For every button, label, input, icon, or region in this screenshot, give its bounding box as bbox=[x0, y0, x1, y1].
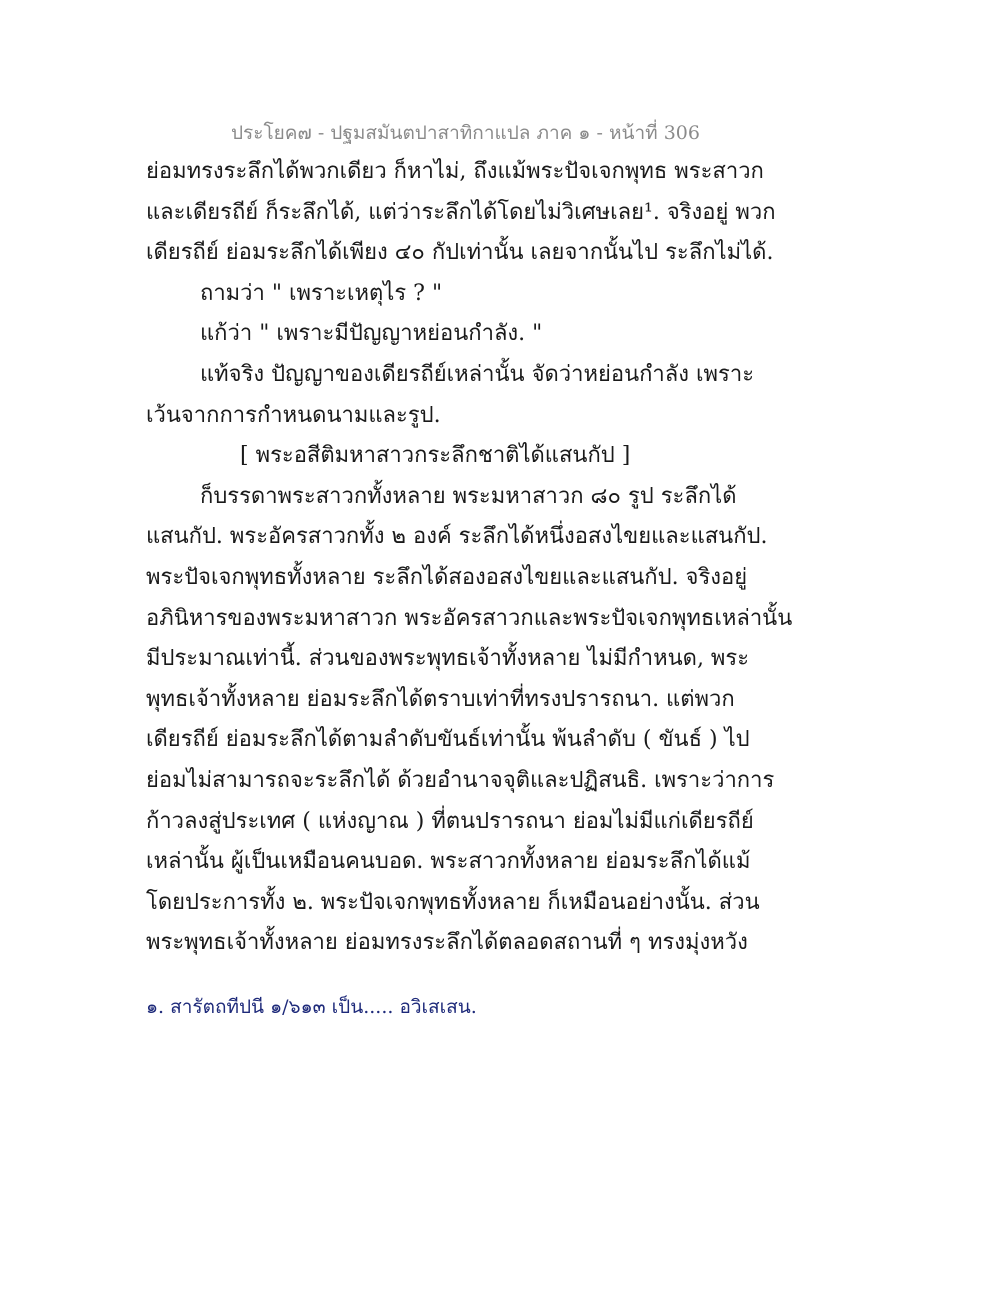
text-line: ย่อมไม่สามารถจะระลึกได้ ด้วยอำนาจจุติและปฏิสนธิ. เพราะว่าการ bbox=[146, 767, 775, 793]
text-line: เว้นจากการกำหนดนามและรูป. bbox=[146, 402, 441, 428]
text-line: เหล่านั้น ผู้เป็นเหมือนคนบอด. พระสาวกทั้งหลาย ย่อมระลึกได้แม้ bbox=[146, 849, 751, 875]
text-line: ย่อมทรงระลึกได้พวกเดียว ก็หาไม่, ถึงแม้พระปัจเจกพุทธ พระสาวก bbox=[146, 159, 764, 184]
text-line: พระพุทธเจ้าทั้งหลาย ย่อมทรงระลึกได้ตลอดสถานที่ ๆ ทรงมุ่งหวัง bbox=[146, 930, 748, 956]
page-header: ประโยค๗ - ปฐมสมันตปาสาทิกาแปล ภาค ๑ - หน้าที่ 306 bbox=[230, 122, 700, 144]
text-line: แสนกัป. พระอัครสาวกทั้ง ๒ องค์ ระลึกได้หนึ่งอสงไขยและแสนกัป. bbox=[146, 524, 768, 550]
text-line: โดยประการทั้ง ๒. พระปัจเจกพุทธทั้งหลาย ก็เหมือนอย่างนั้น. ส่วน bbox=[146, 889, 760, 915]
text-line: พระปัจเจกพุทธทั้งหลาย ระลึกได้สองอสงไขยและแสนกัป. จริงอยู่ bbox=[146, 564, 748, 590]
footnote: ๑. สารัตถทีปนี ๑/๖๑๓ เป็น..... อวิเสเสน. bbox=[146, 996, 477, 1018]
section-heading: [ พระอสีติมหาสาวกระลึกชาติได้แสนกัป ] bbox=[240, 443, 631, 469]
text-line: เดียรถีย์ ย่อมระลึกได้เพียง ๔๐ กัปเท่านั้น เลยจากนั้นไป ระลึกไม่ได้. bbox=[146, 240, 774, 266]
text-line: อภินิหารของพระมหาสาวก พระอัครสาวกและพระปัจเจกพุทธเหล่านั้น bbox=[146, 605, 793, 631]
text-line: ถามว่า " เพราะเหตุไร ? " bbox=[200, 280, 443, 306]
text-line: และเดียรถีย์ ก็ระลึกได้, แต่ว่าระลึกได้โดยไม่วิเศษเลย¹. จริงอยู่ พวก bbox=[146, 199, 776, 225]
text-line: เดียรถีย์ ย่อมระลึกได้ตามลำดับขันธ์เท่านั้น พ้นลำดับ ( ขันธ์ ) ไป bbox=[146, 727, 750, 753]
text-line: ก้าวลงสู่ประเทศ ( แห่งญาณ ) ที่ตนปรารถนา ย่อมไม่มีแก่เดียรถีย์ bbox=[146, 808, 754, 834]
text-line: แก้ว่า " เพราะมีปัญญาหย่อนกำลัง. " bbox=[200, 321, 543, 347]
text-line: พุทธเจ้าทั้งหลาย ย่อมระลึกได้ตราบเท่าที่ทรงปรารถนา. แต่พวก bbox=[146, 686, 735, 712]
text-line: ก็บรรดาพระสาวกทั้งหลาย พระมหาสาวก ๘๐ รูป ระลึกได้ bbox=[200, 483, 737, 509]
body-text bbox=[146, 152, 793, 964]
text-line: แท้จริง ปัญญาของเดียรถีย์เหล่านั้น จัดว่าหย่อนกำลัง เพราะ bbox=[200, 361, 755, 387]
text-line: มีประมาณเท่านี้. ส่วนของพระพุทธเจ้าทั้งหลาย ไม่มีกำหนด, พระ bbox=[146, 646, 750, 672]
